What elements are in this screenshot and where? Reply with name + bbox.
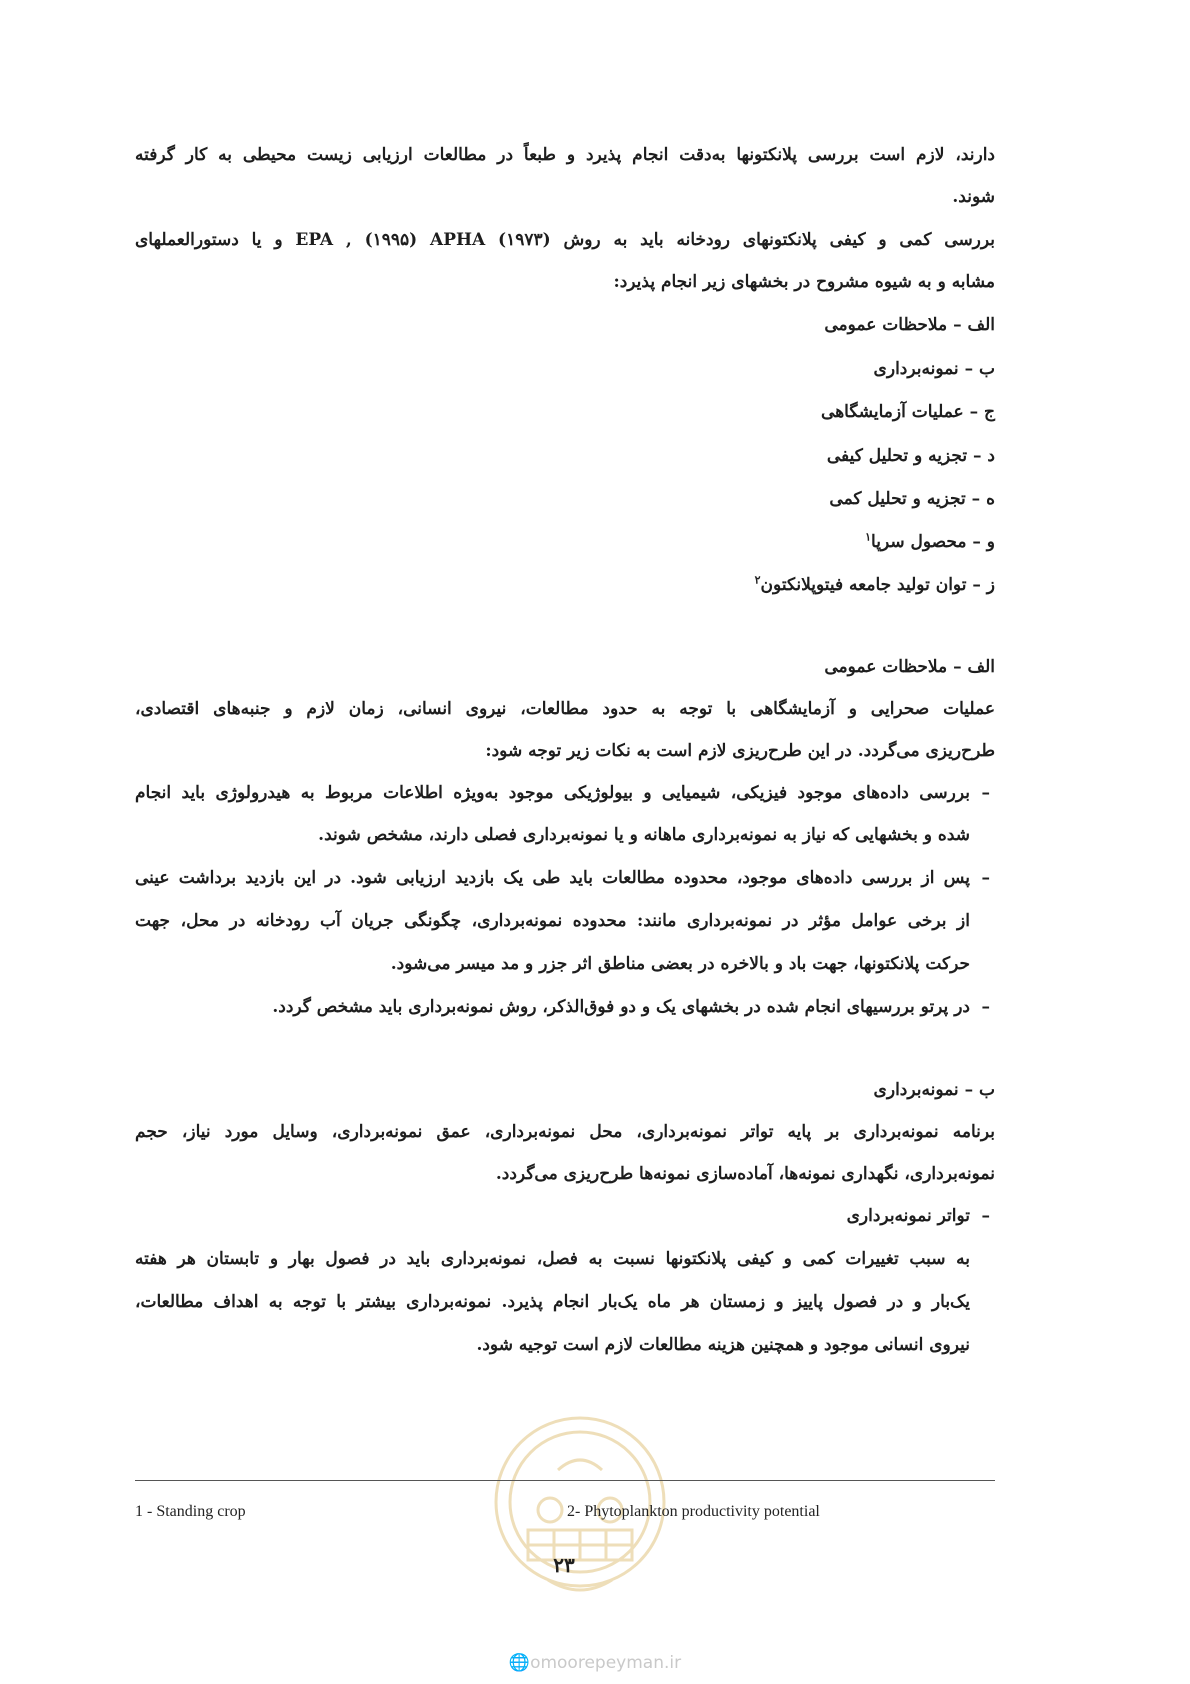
footnote-divider (135, 1480, 995, 1481)
subsection-paragraph-line-1: به سبب تغییرات کمی و کیفی پلانکتونها نسبت به فصل، نمونه‌برداری باید در فصول بهار و تابستان هر هفته (135, 1249, 970, 1269)
bullet-2-line-2: از برخی عوامل مؤثر در نمونه‌برداری مانند: محدوده نمونه‌برداری، چگونگی جریان آب رودخانه در محل، جهت (135, 911, 970, 931)
bullet-2-line-1: پس از بررسی داده‌های موجود، محدوده مطالعات باید طی یک بازدید ارزیابی شود. در این بازدید برداشت عینی (135, 868, 970, 888)
list-item-d: د – تجزیه و تحلیل کیفی (826, 446, 995, 466)
bullet-1-line-1: بررسی داده‌های موجود فیزیکی، شیمیایی و بیولوژیکی موجود به‌ویژه اطلاعات مربوط به هیدرولوژی باید انجام (135, 783, 970, 803)
paragraph-1-line-2: شوند. (952, 187, 995, 207)
section-b-paragraph-line-2: نمونه‌برداری، نگهداری نمونه‌ها، آماده‌سازی نمونه‌ها طرح‌ریزی می‌گردد. (495, 1164, 995, 1184)
subsection-paragraph-line-3: نیروی انسانی موجود و همچنین هزینه مطالعات لازم است توجیه شود. (476, 1335, 970, 1355)
list-item-e: ه – تجزیه و تحلیل کمی (829, 489, 995, 509)
section-a-paragraph-line-2: طرح‌ریزی می‌گردد. در این طرح‌ریزی لازم است به نکات زیر توجه شود: (485, 741, 995, 761)
subsection-heading: تواتر نمونه‌برداری (846, 1206, 970, 1226)
list-item-g-text: ز – توان تولید جامعه فیتوپلانکتون (760, 575, 995, 595)
list-item-g (755, 573, 995, 597)
paragraph-2-line-1: بررسی کمی و کیفی پلانکتونهای رودخانه باید به روش (۱۹۷۳) EPA , (۱۹۹۵) APHA و یا دستورالعملهای (135, 230, 996, 250)
list-item-b: ب – نمونه‌برداری (873, 359, 995, 379)
list-item-a: الف – ملاحظات عمومی (824, 315, 995, 335)
footnote-ref-1: ۱ (865, 530, 872, 544)
footnote-ref-2: ۲ (754, 573, 761, 587)
page-number: ۲۳ (553, 1553, 575, 1577)
footnote-1: 1 - Standing crop (135, 1503, 246, 1520)
bullet-2-dash: – (981, 868, 990, 888)
watermark-url (0, 1653, 1190, 1673)
bullet-1-dash: – (981, 783, 990, 803)
watermark-url-text: omoorepeyman.ir (530, 1653, 682, 1673)
footnote-2: 2- Phytoplankton productivity potential (567, 1503, 820, 1520)
subsection-paragraph-line-2: یک‌بار و در فصول پاییز و زمستان هر ماه یک‌بار انجام پذیرد. نمونه‌برداری بیشتر با توجه به اهداف مطالعات، (135, 1292, 970, 1312)
section-a-heading: الف – ملاحظات عمومی (824, 657, 995, 677)
paragraph-1-line-1: دارند، لازم است بررسی پلانکتونها به‌دقت انجام پذیرد و طبعاً در مطالعات ارزیابی زیست محیطی به کار گرفته (135, 145, 995, 165)
subsection-dash: – (981, 1206, 990, 1226)
bullet-2-line-3: حرکت پلانکتونها، جهت باد و بالاخره در بعضی مناطق اثر جزر و مد میسر می‌شود. (390, 954, 970, 974)
section-b-paragraph-line-1: برنامه نمونه‌برداری بر پایه تواتر نمونه‌برداری، محل نمونه‌برداری، عمق نمونه‌برداری، وسایل مورد نیاز، حجم (135, 1122, 995, 1142)
list-item-f-text: و – محصول سرپا (871, 532, 995, 552)
section-a-paragraph-line-1: عملیات صحرایی و آزمایشگاهی با توجه به حدود مطالعات، نیروی انسانی، زمان لازم و جنبه‌های اقتصادی، (135, 699, 995, 719)
bullet-3-line-1: در پرتو بررسیهای انجام شده در بخشهای یک و دو فوق‌الذکر، روش نمونه‌برداری باید مشخص گردد. (272, 997, 970, 1017)
bullet-1-line-2: شده و بخشهایی که نیاز به نمونه‌برداری ماهانه و یا نمونه‌برداری فصلی دارند، مشخص شوند. (318, 825, 970, 845)
list-item-f (865, 530, 995, 554)
list-item-c: ج – عملیات آزمایشگاهی (821, 402, 995, 422)
globe-icon: 🌐 (508, 1653, 531, 1673)
section-b-heading: ب – نمونه‌برداری (873, 1080, 995, 1100)
bullet-3-dash: – (981, 997, 990, 1017)
paragraph-2-line-2: مشابه و به شیوه مشروح در بخشهای زیر انجام پذیرد: (613, 272, 995, 292)
